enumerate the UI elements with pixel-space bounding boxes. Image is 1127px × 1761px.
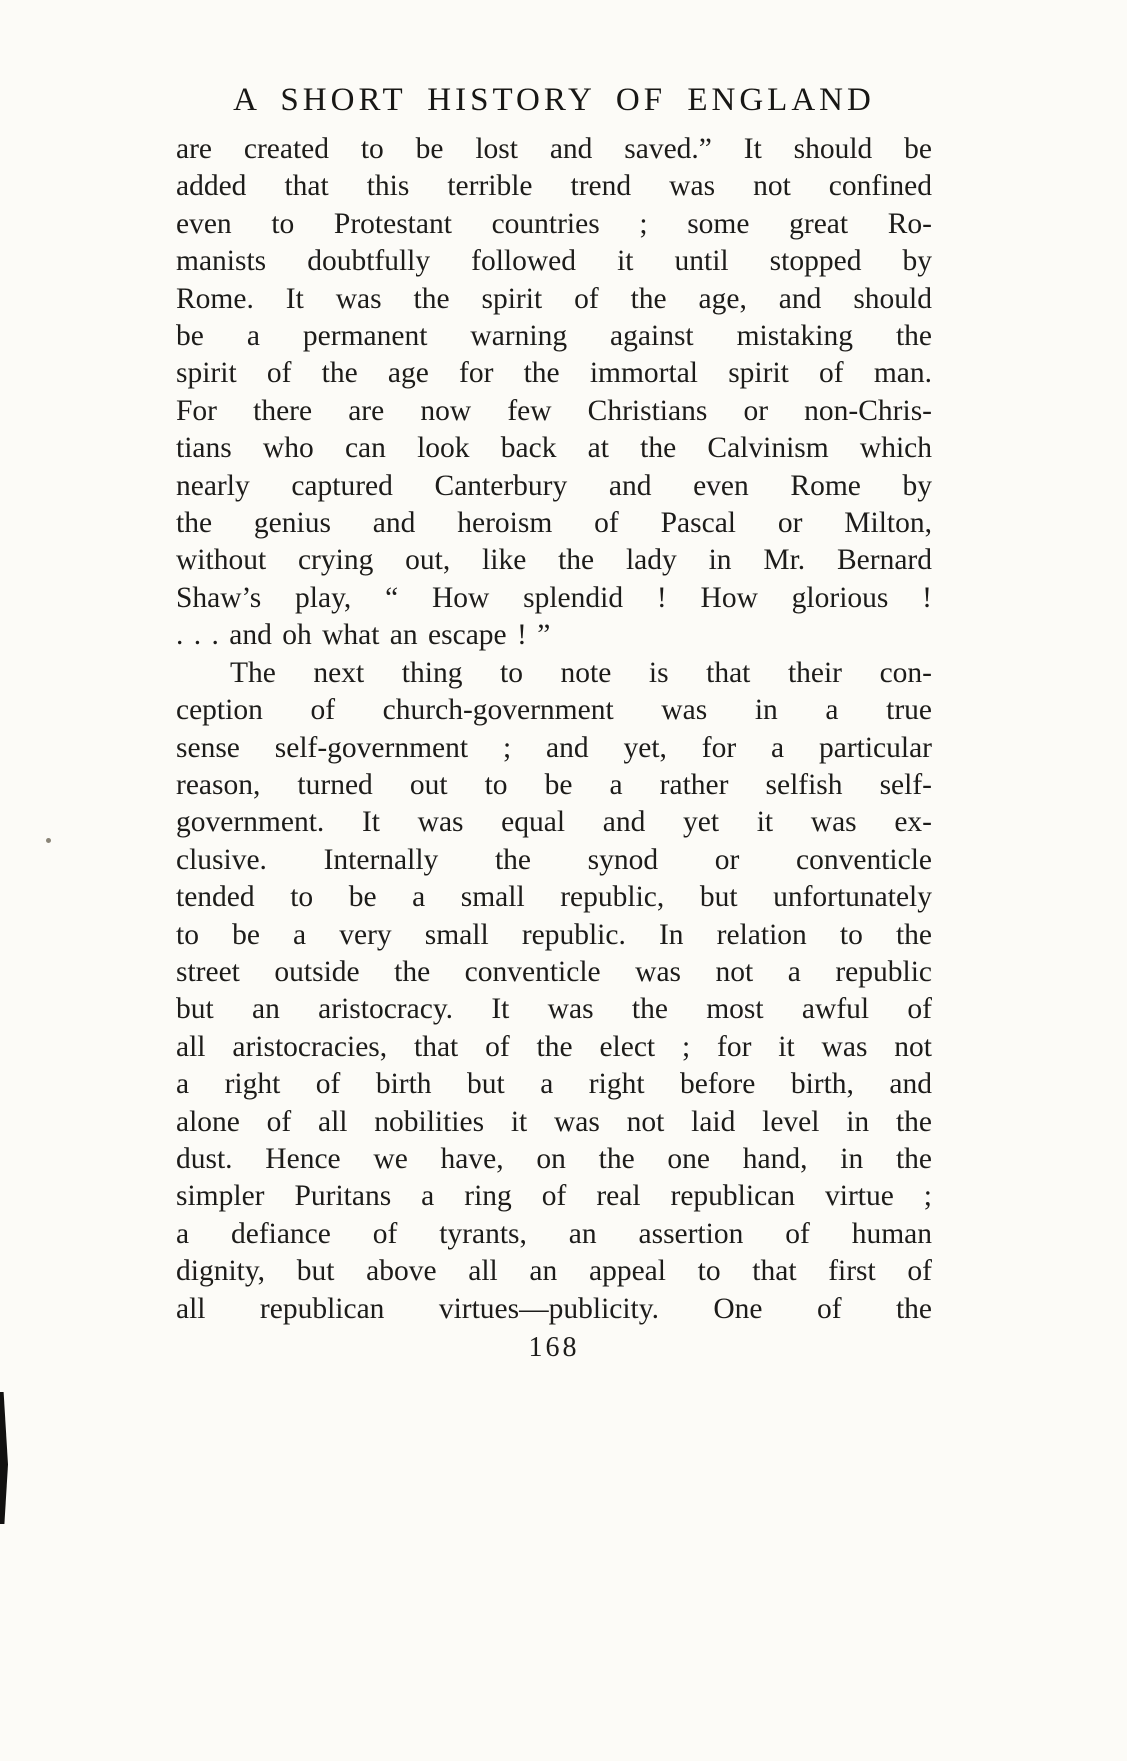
text-line: For there are now few Christians or non-Chris- — [176, 394, 932, 427]
text-line: the genius and heroism of Pascal or Milton, — [176, 507, 932, 540]
text-line: dust. Hence we have, on the one hand, in the — [176, 1142, 932, 1175]
body-text — [176, 131, 932, 1328]
text-line: The next thing to note is that their con- — [230, 656, 932, 689]
text-line: tended to be a small republic, but unfortunately — [176, 881, 932, 914]
running-header: A SHORT HISTORY OF ENGLAND — [233, 82, 875, 118]
text-line: street outside the conventicle was not a republic — [176, 955, 932, 988]
page-number: 168 — [528, 1332, 580, 1363]
text-line: to be a very small republic. In relation to the — [176, 918, 932, 951]
text-line: clusive. Internally the synod or conventicle — [176, 843, 932, 876]
text-line: all aristocracies, that of the elect ; for it was not — [176, 1030, 932, 1063]
text-line: but an aristocracy. It was the most awful of — [176, 993, 932, 1026]
text-line: sense self-government ; and yet, for a particular — [176, 731, 932, 764]
text-line: be a permanent warning against mistaking the — [176, 320, 932, 353]
text-line: manists doubtfully followed it until stopped by — [176, 245, 932, 278]
text-line: a defiance of tyrants, an assertion of human — [176, 1217, 932, 1250]
text-line: ception of church-government was in a true — [176, 694, 932, 727]
text-line: simpler Puritans a ring of real republican virtue ; — [176, 1180, 932, 1213]
text-line: reason, turned out to be a rather selfish self- — [176, 768, 932, 801]
text-line: Rome. It was the spirit of the age, and should — [176, 282, 932, 315]
paragraph — [176, 131, 932, 655]
text-line: . . . and oh what an escape ! ” — [176, 619, 551, 652]
text-line: are created to be lost and saved.” It should be — [176, 133, 932, 165]
book-page — [176, 82, 932, 1364]
text-line: Shaw’s play, “ How splendid ! How glorious ! — [176, 581, 932, 614]
paragraph — [176, 655, 932, 1328]
scan-artifact-dot — [46, 838, 51, 843]
text-line: dignity, but above all an appeal to that first of — [176, 1255, 932, 1288]
text-line: government. It was equal and yet it was ex- — [176, 806, 932, 839]
scan-artifact-edge — [0, 1392, 8, 1524]
text-line: nearly captured Canterbury and even Rome by — [176, 469, 932, 502]
text-line: even to Protestant countries ; some great Ro- — [176, 207, 932, 240]
text-line: without crying out, like the lady in Mr. Bernard — [176, 544, 932, 577]
text-line: all republican virtues—publicity. One of the — [176, 1292, 932, 1325]
text-line: spirit of the age for the immortal spirit of man. — [176, 357, 932, 390]
text-line: tians who can look back at the Calvinism which — [176, 432, 932, 465]
text-line: a right of birth but a right before birth, and — [176, 1068, 932, 1101]
text-line: alone of all nobilities it was not laid level in the — [176, 1105, 932, 1138]
text-line: added that this terrible trend was not confined — [176, 170, 932, 203]
